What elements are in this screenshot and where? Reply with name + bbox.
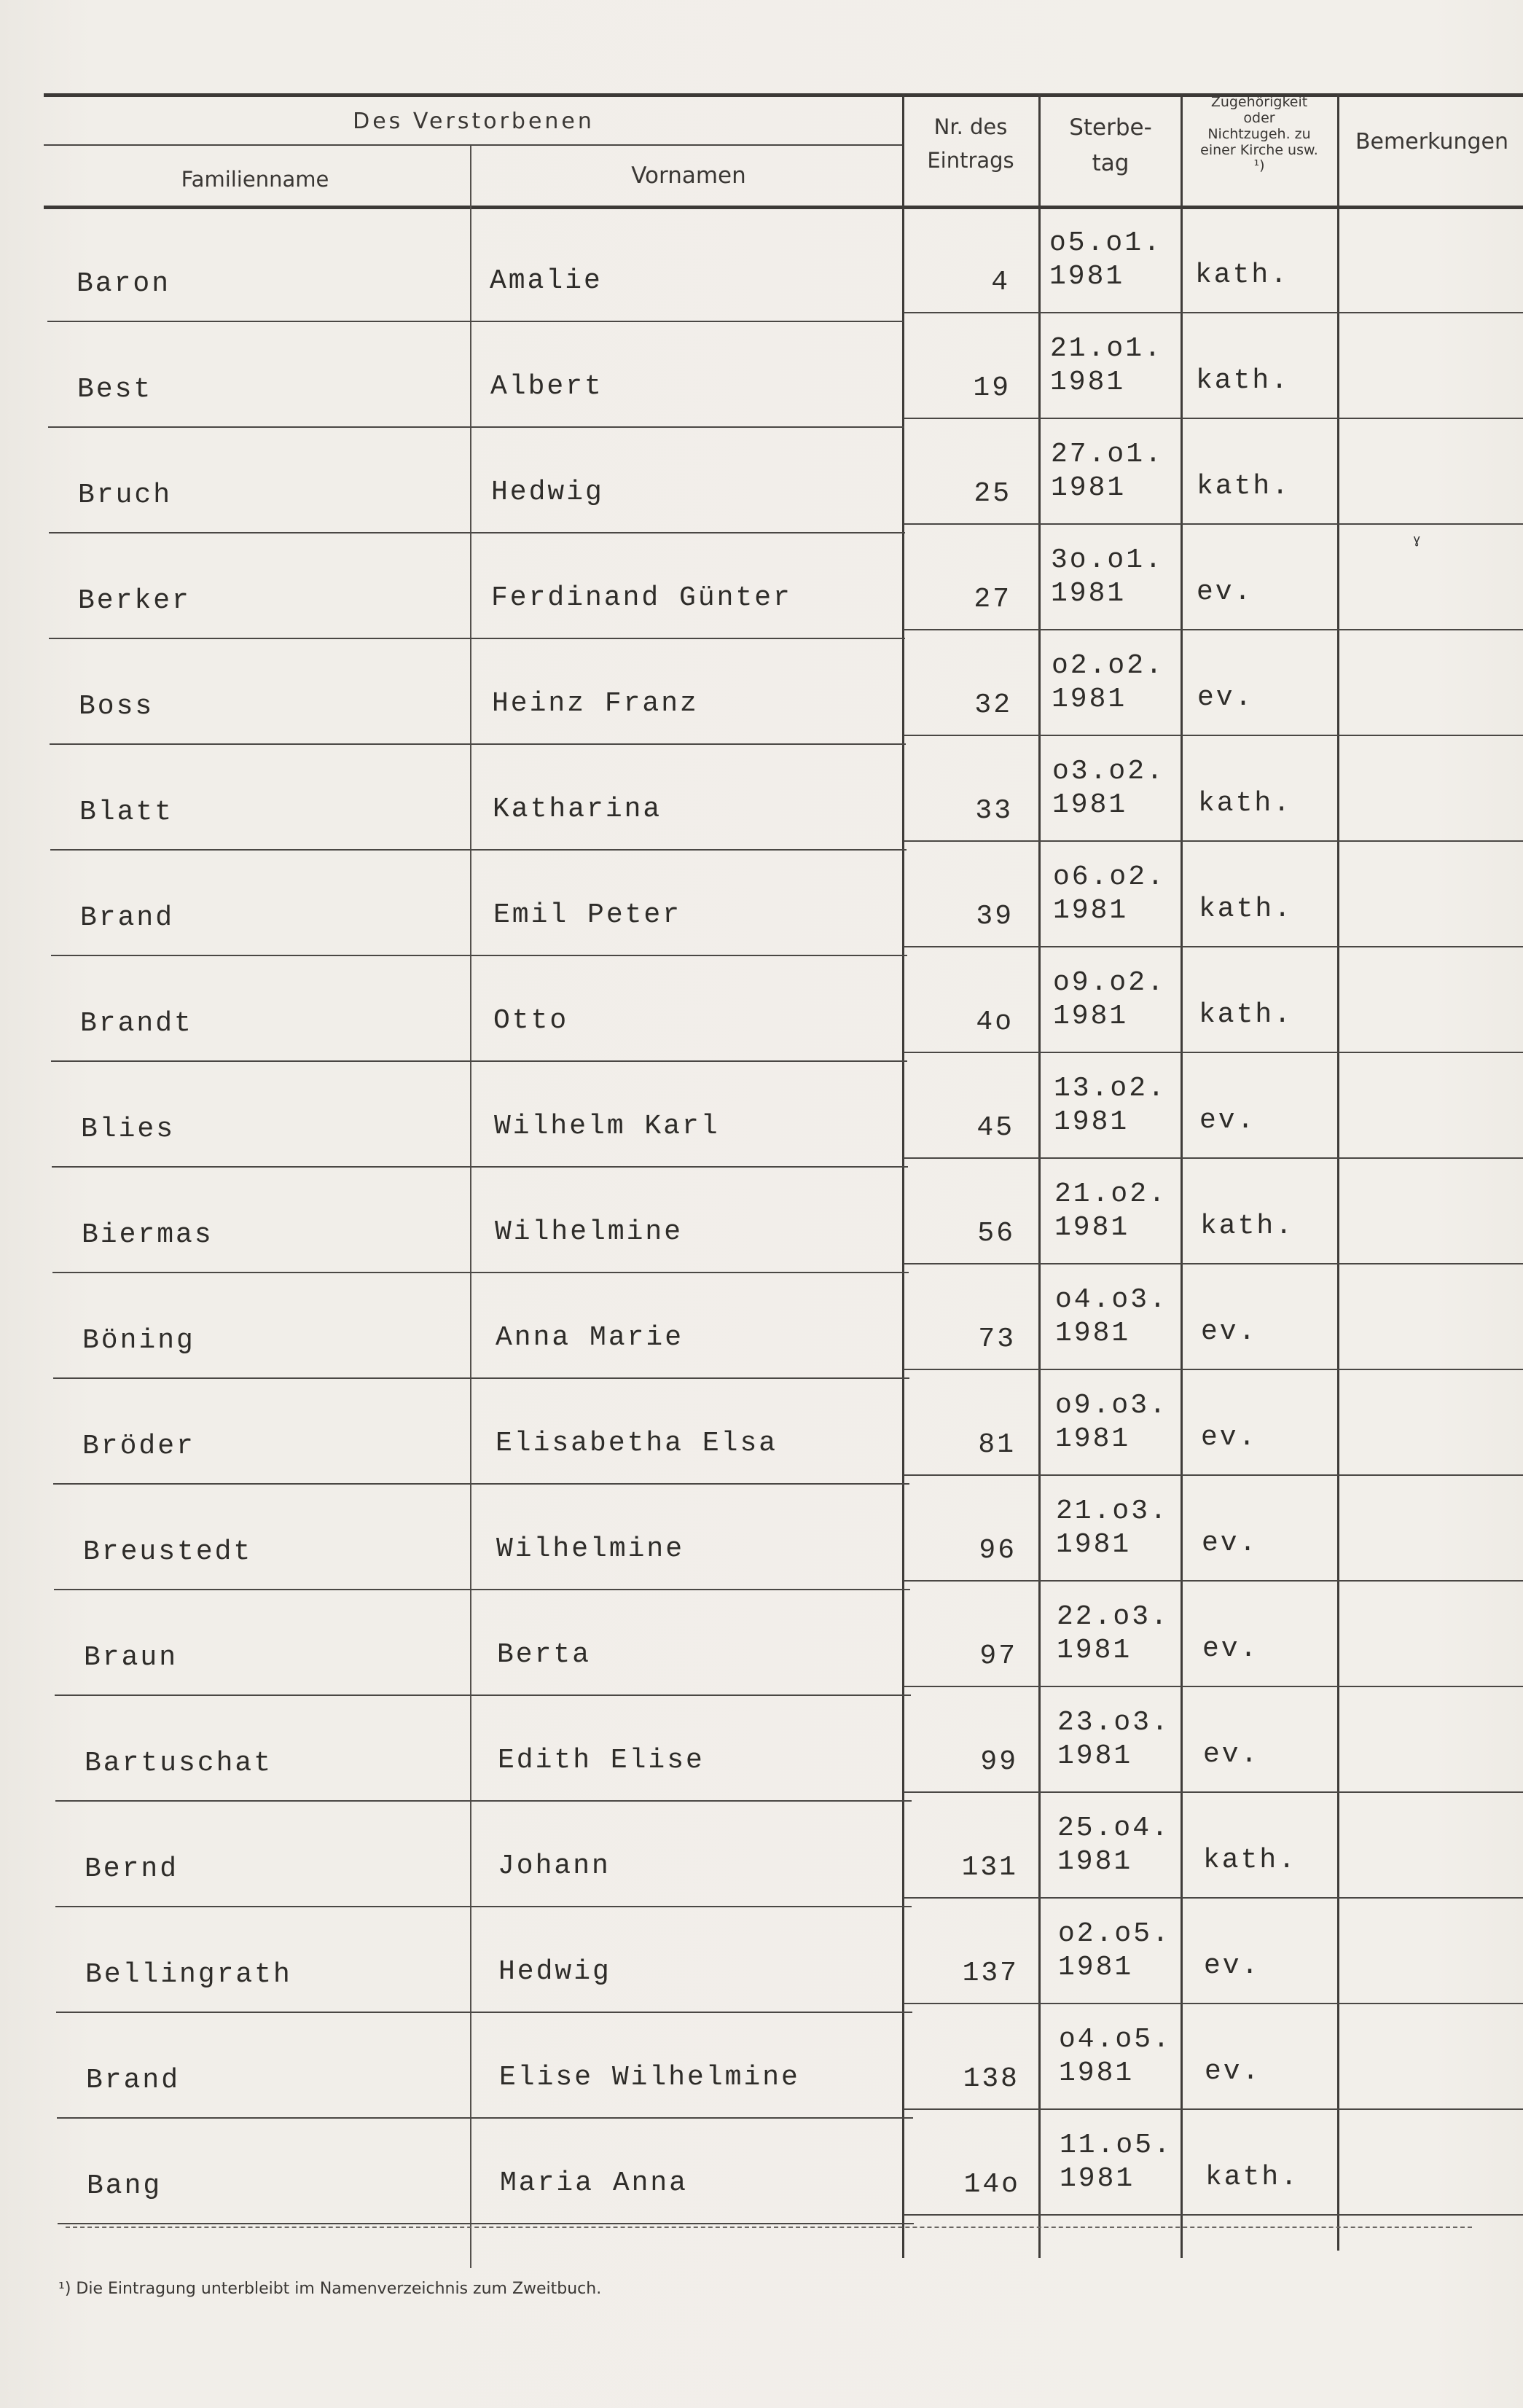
table-row	[0, 1698, 1523, 1804]
given-names: Wilhelm Karl	[494, 1111, 720, 1142]
row-separator-right	[904, 418, 1523, 419]
death-year: 1981	[1057, 1635, 1132, 1666]
table-row	[0, 1487, 1523, 1592]
table-row	[0, 641, 1523, 747]
death-day: o2.o2.	[1052, 650, 1164, 681]
given-names: Elisabetha Elsa	[496, 1428, 778, 1459]
death-day: o6.o2.	[1053, 861, 1166, 893]
footnote: ¹) Die Eintragung unterbleibt im Namenverzeichnis zum Zweitbuch.	[58, 2280, 602, 2298]
table-row	[0, 958, 1523, 1064]
church-affiliation: kath.	[1196, 365, 1291, 396]
table-row	[0, 2015, 1523, 2121]
header-remarks: Bemerkungen	[1355, 129, 1509, 155]
header-group-title: Des Verstorbenen	[353, 109, 595, 134]
table-row	[0, 219, 1523, 324]
given-names: Otto	[493, 1005, 569, 1036]
given-names: Elise Wilhelmine	[499, 2062, 800, 2093]
family-name: Brand	[86, 2065, 181, 2096]
death-day: 22.o3.	[1057, 1601, 1170, 1633]
family-name: Baron	[77, 268, 171, 300]
header-death-day: Sterbe- tag	[1069, 114, 1152, 176]
death-year: 1981	[1051, 578, 1127, 609]
entry-number: 4o	[976, 1006, 1014, 1038]
given-names: Wilhelmine	[495, 1216, 684, 1248]
death-day: 13.o2.	[1054, 1073, 1167, 1104]
church-affiliation: kath.	[1205, 2162, 1300, 2193]
death-year: 1981	[1051, 472, 1127, 504]
death-day: 27.o1.	[1051, 439, 1164, 470]
row-separator-right	[904, 1580, 1523, 1582]
entry-number: 73	[978, 1324, 1016, 1355]
death-year: 1981	[1052, 684, 1127, 715]
death-day: o5.o1.	[1049, 227, 1162, 259]
table-row	[0, 1064, 1523, 1170]
entry-number: 96	[979, 1535, 1017, 1566]
row-separator-right	[904, 2003, 1523, 2004]
church-affiliation: kath.	[1195, 259, 1290, 291]
death-day: o9.o2.	[1053, 967, 1166, 998]
given-names: Berta	[497, 1639, 592, 1670]
family-name: Berker	[78, 585, 191, 617]
row-separator	[50, 849, 907, 851]
entry-number: 25	[974, 478, 1011, 509]
row-separator	[47, 321, 904, 322]
church-affiliation: ev.	[1199, 1105, 1256, 1136]
church-affiliation: ev.	[1201, 1316, 1258, 1348]
entry-number: 81	[978, 1429, 1016, 1461]
family-name: Brand	[80, 902, 175, 934]
entry-number: 4	[991, 267, 1010, 298]
row-separator-right	[904, 946, 1523, 947]
death-year: 1981	[1056, 1529, 1132, 1560]
family-name: Blatt	[79, 797, 174, 828]
church-affiliation: kath.	[1199, 894, 1293, 925]
row-separator	[55, 1694, 911, 1696]
entry-number: 32	[974, 689, 1012, 721]
table-row	[0, 1381, 1523, 1487]
given-names: Ferdinand Günter	[491, 582, 792, 614]
death-year: 1981	[1054, 1212, 1130, 1243]
row-separator-right	[904, 1052, 1523, 1053]
table-row	[0, 1592, 1523, 1698]
death-day: o3.o2.	[1052, 756, 1165, 787]
family-name: Boss	[79, 691, 154, 722]
church-affiliation: kath.	[1200, 1211, 1295, 1242]
row-separator	[57, 2117, 913, 2119]
row-separator-right	[904, 2108, 1523, 2110]
church-affiliation: ev.	[1202, 1528, 1258, 1559]
given-names: Anna Marie	[496, 1322, 684, 1353]
row-separator	[53, 1483, 909, 1485]
death-year: 1981	[1054, 1106, 1129, 1138]
family-name: Blies	[81, 1114, 176, 1145]
entry-number: 39	[976, 901, 1014, 932]
given-names: Hedwig	[491, 477, 604, 508]
death-day: o2.o5.	[1058, 1918, 1171, 1950]
entry-number: 56	[977, 1218, 1015, 1249]
death-day: 21.o3.	[1056, 1496, 1169, 1527]
given-names: Johann	[498, 1850, 611, 1882]
family-name: Bernd	[85, 1853, 179, 1885]
church-affiliation: ev.	[1197, 682, 1254, 714]
row-separator-right	[904, 312, 1523, 313]
row-separator	[52, 1272, 909, 1273]
church-affiliation: kath.	[1197, 471, 1291, 502]
header-church-affiliation: Zugehörigkeit oder Nichtzugeh. zu einer Kirche usw. ¹)	[1200, 94, 1318, 174]
death-year: 1981	[1050, 367, 1126, 398]
table-row	[0, 536, 1523, 641]
church-affiliation: ev.	[1203, 1739, 1260, 1770]
family-name: Bang	[87, 2170, 163, 2202]
row-separator-right	[904, 735, 1523, 736]
row-separator	[53, 1377, 909, 1379]
family-name: Biermas	[82, 1219, 214, 1251]
given-names: Wilhelmine	[496, 1533, 685, 1565]
family-name: Breustedt	[83, 1536, 253, 1568]
row-separator	[58, 2223, 914, 2224]
death-day: 23.o3.	[1057, 1707, 1170, 1738]
entry-number: 97	[979, 1641, 1017, 1672]
death-year: 1981	[1055, 1318, 1131, 1349]
table-row	[0, 430, 1523, 536]
table-row	[0, 1170, 1523, 1275]
header-entry-number: Nr. des Eintrags	[927, 114, 1014, 173]
row-separator-right	[904, 1157, 1523, 1159]
given-names: Amalie	[490, 265, 603, 297]
death-day: 21.o1.	[1050, 333, 1163, 364]
church-affiliation: kath.	[1198, 788, 1293, 819]
table-row	[0, 1804, 1523, 1909]
death-year: 1981	[1057, 1740, 1133, 1772]
row-separator-right	[904, 1897, 1523, 1899]
table-row	[0, 2121, 1523, 2227]
church-affiliation: ev.	[1205, 2056, 1261, 2087]
row-separator-right	[904, 1263, 1523, 1264]
pencil-tick-mark: ˠ	[1414, 531, 1420, 552]
row-separator	[52, 1166, 908, 1168]
entry-number: 19	[973, 372, 1011, 404]
death-day: 3o.o1.	[1051, 544, 1164, 576]
given-names: Katharina	[493, 794, 662, 825]
death-day: 21.o2.	[1054, 1178, 1167, 1210]
entry-number: 137	[962, 1958, 1019, 1989]
given-names: Maria Anna	[500, 2167, 689, 2199]
death-year: 1981	[1049, 261, 1125, 292]
death-year: 1981	[1052, 789, 1128, 821]
table-row	[0, 747, 1523, 853]
family-name: Böning	[82, 1325, 195, 1356]
row-separator	[55, 1800, 912, 1802]
family-name: Bruch	[78, 480, 173, 511]
row-separator	[48, 426, 904, 428]
row-separator	[49, 532, 905, 533]
church-affiliation: kath.	[1203, 1845, 1298, 1876]
entry-number: 14o	[963, 2169, 1020, 2200]
row-separator	[51, 955, 907, 956]
church-affiliation: ev.	[1197, 576, 1253, 608]
church-affiliation: ev.	[1202, 1633, 1259, 1665]
death-year: 1981	[1060, 2163, 1135, 2194]
row-separator	[49, 638, 905, 639]
family-name: Bartuschat	[85, 1748, 273, 1779]
death-year: 1981	[1053, 895, 1129, 926]
family-name: Bröder	[82, 1431, 195, 1462]
death-year: 1981	[1057, 1846, 1133, 1877]
row-separator-right	[904, 629, 1523, 630]
header-subgroup-rule	[44, 144, 902, 146]
death-year: 1981	[1059, 2057, 1135, 2089]
row-separator-right	[904, 1369, 1523, 1370]
entry-number: 27	[974, 584, 1011, 615]
entry-number: 33	[975, 795, 1013, 826]
given-names: Heinz Franz	[492, 688, 699, 719]
row-separator-right	[904, 523, 1523, 525]
table-row	[0, 853, 1523, 958]
row-separator-right	[904, 840, 1523, 842]
given-names: Hedwig	[498, 1956, 611, 1987]
table-row	[0, 1909, 1523, 2015]
entry-number: 131	[961, 1852, 1018, 1883]
row-separator-right	[904, 1474, 1523, 1476]
entry-number: 99	[980, 1746, 1018, 1778]
death-year: 1981	[1053, 1001, 1129, 1032]
family-name: Braun	[84, 1642, 179, 1673]
row-separator	[54, 1589, 910, 1590]
table-row	[0, 324, 1523, 430]
family-name: Bellingrath	[85, 1959, 292, 1990]
family-name: Best	[77, 374, 153, 405]
church-affiliation: ev.	[1204, 1950, 1261, 1982]
death-day: 25.o4.	[1057, 1813, 1170, 1844]
family-name: Brandt	[80, 1008, 193, 1039]
death-day: 11.o5.	[1060, 2130, 1172, 2161]
row-separator-right	[904, 1791, 1523, 1793]
given-names: Emil Peter	[493, 899, 682, 931]
death-year: 1981	[1058, 1952, 1134, 1983]
row-separator	[50, 743, 906, 745]
header-family-name: Familienname	[181, 167, 329, 192]
church-affiliation: ev.	[1201, 1422, 1258, 1453]
death-day: o4.o3.	[1055, 1284, 1168, 1316]
death-year: 1981	[1055, 1423, 1131, 1455]
row-separator	[56, 2012, 912, 2013]
given-names: Edith Elise	[498, 1745, 705, 1776]
row-separator-right	[904, 1686, 1523, 1687]
table-bottom-rule	[66, 2227, 1472, 2228]
entry-number: 45	[976, 1112, 1014, 1144]
row-separator	[51, 1060, 907, 1062]
death-day: o4.o5.	[1059, 2024, 1172, 2055]
row-separator-right	[904, 2214, 1523, 2216]
church-affiliation: kath.	[1199, 999, 1293, 1031]
given-names: Albert	[490, 371, 603, 402]
row-separator	[55, 1906, 912, 1907]
header-given-names: Vornamen	[631, 163, 746, 189]
table-row	[0, 1275, 1523, 1381]
header-bottom-rule	[44, 206, 1523, 209]
entry-number: 138	[963, 2063, 1019, 2095]
death-day: o9.o3.	[1055, 1390, 1168, 1421]
